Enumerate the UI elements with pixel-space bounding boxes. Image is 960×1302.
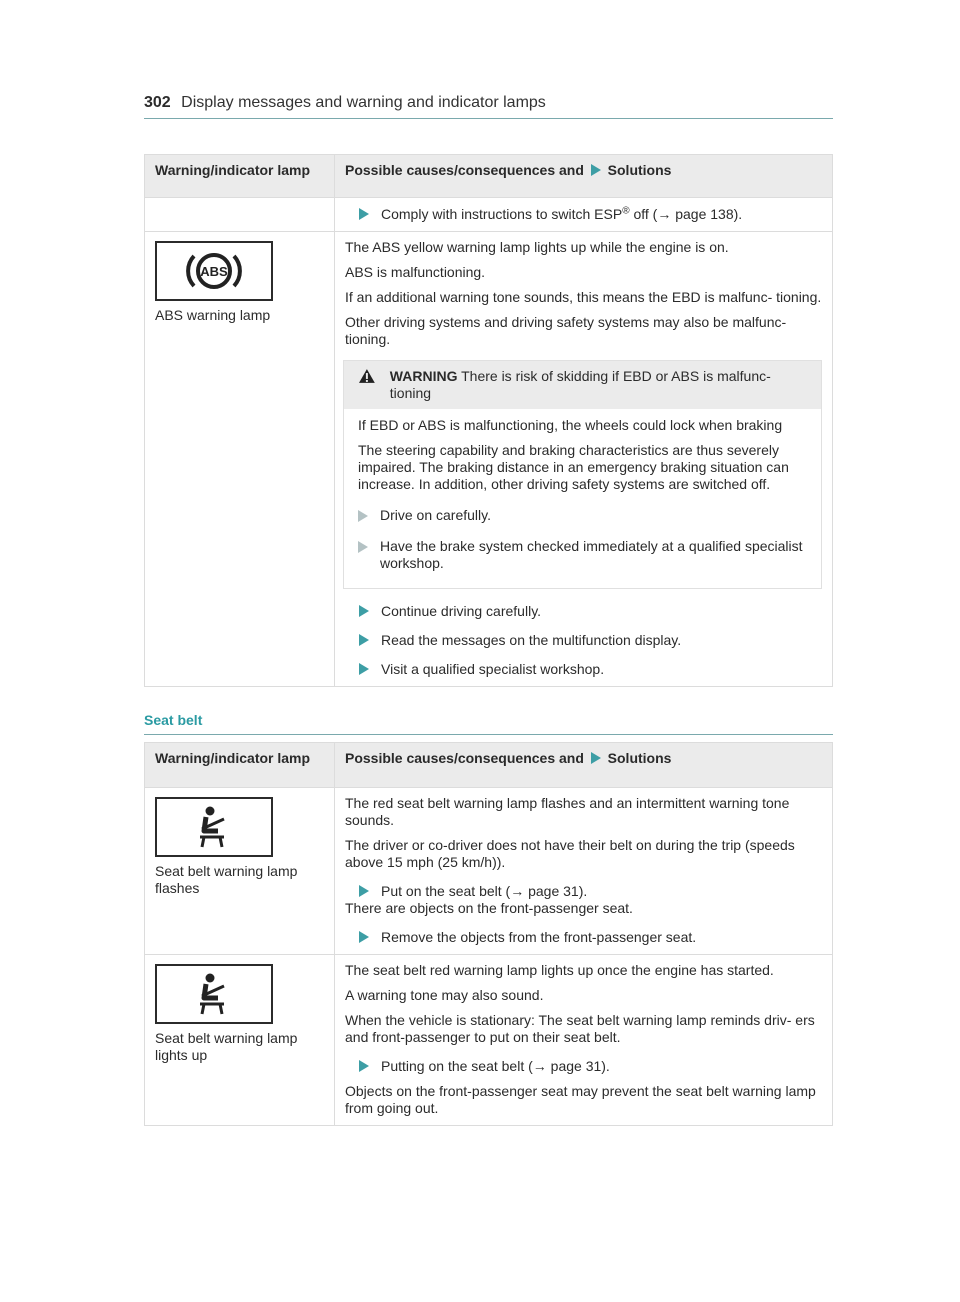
col-header-lamp: Warning/indicator lamp (145, 155, 335, 198)
arrow-icon (358, 510, 368, 522)
arrow-icon (358, 541, 368, 553)
arrow-icon (359, 208, 369, 220)
cause-text: Objects on the front-passenger seat may prevent the seat belt warning lamp from going out. (345, 1083, 816, 1116)
solution-cell (335, 198, 833, 232)
cause-text: There are objects on the front-passenger seat. (345, 900, 633, 916)
page-title: Display messages and warning and indicator lamps (181, 94, 546, 111)
seat-belt-icon (192, 805, 236, 849)
solution-step (345, 603, 822, 620)
table-row (145, 198, 833, 232)
solution-step (345, 1058, 822, 1075)
warning-head-text (390, 368, 811, 402)
section-title: Seat belt (144, 712, 833, 735)
cause-text: If an additional warning tone sounds, this means the EBD is malfunc- tioning. (345, 289, 822, 305)
page-number: 302 (144, 94, 171, 111)
lamp-label: Seat belt warning lamp lights up (155, 1030, 298, 1063)
page-header (144, 94, 833, 119)
table-header-row (145, 743, 833, 788)
solution-step (345, 883, 822, 900)
warning-head-desc: There is risk of skidding if EBD or ABS is malfunc- tioning (389, 368, 771, 401)
causes-cell (335, 232, 833, 687)
lamp-cell (145, 955, 335, 1126)
cause-text: A warning tone may also sound. (345, 987, 544, 1003)
arrow-icon (359, 605, 369, 617)
abs-icon (179, 248, 249, 294)
warning-box (343, 360, 822, 589)
registered-mark: ® (622, 205, 630, 217)
cause-text: The ABS yellow warning lamp lights up while the engine is on. (345, 239, 729, 255)
cause-text: The red seat belt warning lamp flashes and an intermittent warning tone sounds. (345, 795, 790, 828)
warning-triangle-icon (358, 368, 376, 384)
cause-text: When the vehicle is stationary: The seat belt warning lamp reminds driv- ers and front-passenger to put on their seat belt. (345, 1012, 815, 1045)
col-header-causes-text: Possible causes/consequences and (345, 162, 584, 178)
warning-header (344, 361, 821, 409)
causes-cell (335, 955, 833, 1126)
solution-step-text: Put on the seat belt (→ page 31). (381, 883, 588, 899)
arrow-icon (591, 752, 601, 764)
col-header-causes (335, 743, 833, 788)
col-header-causes-text: Possible causes/consequences and (345, 750, 584, 766)
warning-step-text: Drive on carefully. (380, 507, 492, 523)
arrow-icon (359, 931, 369, 943)
warning-step (358, 538, 811, 572)
warning-body (344, 409, 821, 588)
warning-text: The steering capability and braking characteristics are thus severely impaired. The braking distance in an emergency braking situation can increase. In addition, other driving safety systems are switched off. (358, 442, 789, 492)
col-header-solutions-text: Solutions (607, 750, 672, 766)
warning-label: WARNING (389, 368, 458, 384)
lamp-cell (145, 788, 335, 955)
solution-step-text: Continue driving carefully. (381, 603, 542, 619)
empty-cell (145, 198, 335, 232)
solution-step-text: Read the messages on the multifunction display. (381, 632, 682, 648)
arrow-icon (359, 1060, 369, 1072)
causes-cell (335, 788, 833, 955)
solution-step-text: Remove the objects from the front-passenger seat. (381, 929, 697, 945)
warning-step (358, 507, 811, 524)
lamp-cell (145, 232, 335, 687)
col-header-causes (335, 155, 833, 198)
warning-step-text: Have the brake system checked immediately at a qualified specialist workshop. (380, 538, 803, 571)
step-text-tail: off (→ page 138). (629, 206, 743, 222)
arrow-icon (359, 634, 369, 646)
solution-step (345, 929, 822, 946)
cause-text: The seat belt red warning lamp lights up once the engine has started. (345, 962, 774, 978)
solution-step (345, 632, 822, 649)
seat-belt-icon (192, 972, 236, 1016)
arrow-icon (591, 164, 601, 176)
abs-warning-table (144, 154, 833, 687)
cause-text: ABS is malfunctioning. (345, 264, 486, 280)
solution-step (345, 661, 822, 678)
arrow-icon (359, 885, 369, 897)
step-text: Comply with instructions to switch ESP (381, 206, 623, 222)
lamp-label: ABS warning lamp (155, 307, 271, 323)
col-header-solutions-text: Solutions (607, 162, 672, 178)
table-row (145, 788, 833, 955)
solution-step-text: Putting on the seat belt (→ page 31). (381, 1058, 610, 1074)
lamp-label: Seat belt warning lamp flashes (155, 863, 298, 896)
table-row (145, 955, 833, 1126)
arrow-icon (359, 663, 369, 675)
seat-belt-warning-lamp-icon (155, 797, 273, 857)
abs-warning-lamp-icon (155, 241, 273, 301)
seat-belt-warning-lamp-icon (155, 964, 273, 1024)
col-header-lamp: Warning/indicator lamp (145, 743, 335, 788)
cause-text: The driver or co-driver does not have their belt on during the trip (speeds above 15 mph (25 km/h)). (345, 837, 795, 870)
solution-step-text: Visit a qualified specialist workshop. (381, 661, 605, 677)
table-row (145, 232, 833, 687)
seat-belt-table (144, 742, 833, 1126)
warning-text: If EBD or ABS is malfunctioning, the wheels could lock when braking (358, 417, 783, 433)
table-header-row (145, 155, 833, 198)
cause-text: Other driving systems and driving safety systems may also be malfunc- tioning. (345, 314, 787, 347)
abs-icon-text: ABS (200, 264, 228, 279)
